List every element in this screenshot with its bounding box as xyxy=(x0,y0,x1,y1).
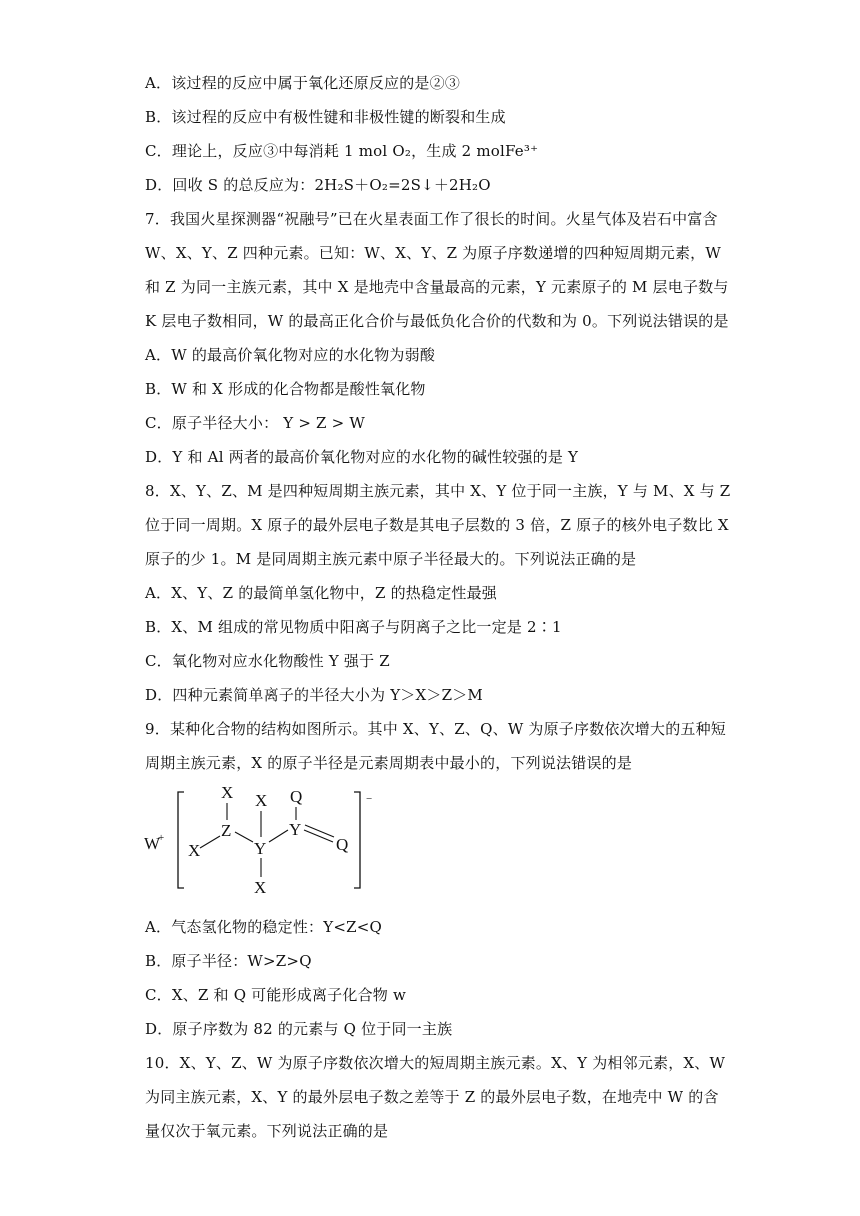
option-9b: B．原子半径：W>Z>Q xyxy=(145,952,312,970)
question-7-line-4: K 层电子数相同，W 的最高正化合价与最低负化合价的代数和为 0。下列说法错误的是 xyxy=(145,312,729,330)
question-8-line-3: 原子的少 1。M 是同周期主族元素中原子半径最大的。下列说法正确的是 xyxy=(145,550,637,568)
bonds xyxy=(200,803,334,877)
cation-label: W xyxy=(144,834,161,853)
question-7-line-1: 7．我国火星探测器“祝融号”已在火星表面工作了很长的时间。火星气体及岩石中富含 xyxy=(145,210,718,228)
right-bracket xyxy=(354,792,360,888)
option-6a: A．该过程的反应中属于氧化还原反应的是②③ xyxy=(145,74,461,92)
option-7c: C．原子半径大小： Y > Z > W xyxy=(145,414,365,432)
question-7-line-2: W、X、Y、Z 四种元素。已知：W、X、Y、Z 为原子序数递增的四种短周期元素，W xyxy=(145,244,721,262)
cation-charge: + xyxy=(158,832,165,844)
option-9d: D．原子序数为 82 的元素与 Q 位于同一主族 xyxy=(145,1020,453,1038)
option-9c: C．X、Z 和 Q 可能形成离子化合物 w xyxy=(145,986,406,1004)
option-8c: C．氧化物对应水化物酸性 Y 强于 Z xyxy=(145,652,390,670)
anion-charge: − xyxy=(366,793,373,805)
option-8a: A．X、Y、Z 的最简单氢化物中，Z 的热稳定性最强 xyxy=(145,584,497,602)
question-10-line-1: 10．X、Y、Z、W 为原子序数依次增大的短周期主族元素。X、Y 为相邻元素，X、W xyxy=(145,1054,726,1072)
left-bracket xyxy=(178,792,184,888)
atom-y-right: Y xyxy=(289,820,302,839)
option-7d: D．Y 和 Al 两者的最高价氧化物对应的水化物的碱性较强的是 Y xyxy=(145,448,579,466)
atom-x-bottom: X xyxy=(254,878,267,897)
atom-q-right: Q xyxy=(336,835,349,854)
atom-y-center: Y xyxy=(254,839,267,858)
option-6d: D．回收 S 的总反应为：2H₂S＋O₂=2S↓＋2H₂O xyxy=(145,176,491,194)
atom-x-top-left: X xyxy=(221,783,234,802)
question-10-line-3: 量仅次于氧元素。下列说法正确的是 xyxy=(145,1122,389,1140)
option-8b: B．X、M 组成的常见物质中阳离子与阴离子之比一定是 2∶1 xyxy=(145,618,562,636)
option-7a: A．W 的最高价氧化物对应的水化物为弱酸 xyxy=(145,346,436,364)
question-8-line-2: 位于同一周期。X 原子的最外层电子数是其电子层数的 3 倍，Z 原子的核外电子数比 X xyxy=(145,516,729,534)
option-6b: B．该过程的反应中有极性键和非极性键的断裂和生成 xyxy=(145,108,506,126)
option-9a: A．气态氢化物的稳定性：Y<Z<Q xyxy=(145,918,382,936)
question-9-line-2: 周期主族元素，X 的原子半径是元素周期表中最小的，下列说法错误的是 xyxy=(145,754,633,772)
question-7-line-3: 和 Z 为同一主族元素，其中 X 是地壳中含量最高的元素，Y 元素原子的 M 层电子数与 xyxy=(145,278,729,296)
structure-diagram xyxy=(140,780,380,900)
atom-x-left: X xyxy=(188,841,201,860)
option-7b: B．W 和 X 形成的化合物都是酸性氧化物 xyxy=(145,380,426,398)
atom-q-top: Q xyxy=(290,787,303,806)
option-6c: C．理论上，反应③中每消耗 1 mol O₂，生成 2 molFe³⁺ xyxy=(145,142,539,160)
atom-z: Z xyxy=(221,821,232,840)
question-8-line-1: 8．X、Y、Z、M 是四种短周期主族元素，其中 X、Y 位于同一主族，Y 与 M、X 与 Z xyxy=(145,482,731,500)
question-10-line-2: 为同主族元素，X、Y 的最外层电子数之差等于 Z 的最外层电子数，在地壳中 W 的含 xyxy=(145,1088,719,1106)
question-9-line-1: 9．某种化合物的结构如图所示。其中 X、Y、Z、Q、W 为原子序数依次增大的五种短 xyxy=(145,720,727,738)
option-8d: D．四种元素简单离子的半径大小为 Y＞X＞Z＞M xyxy=(145,686,483,704)
atom-x-top-mid: X xyxy=(255,791,268,810)
